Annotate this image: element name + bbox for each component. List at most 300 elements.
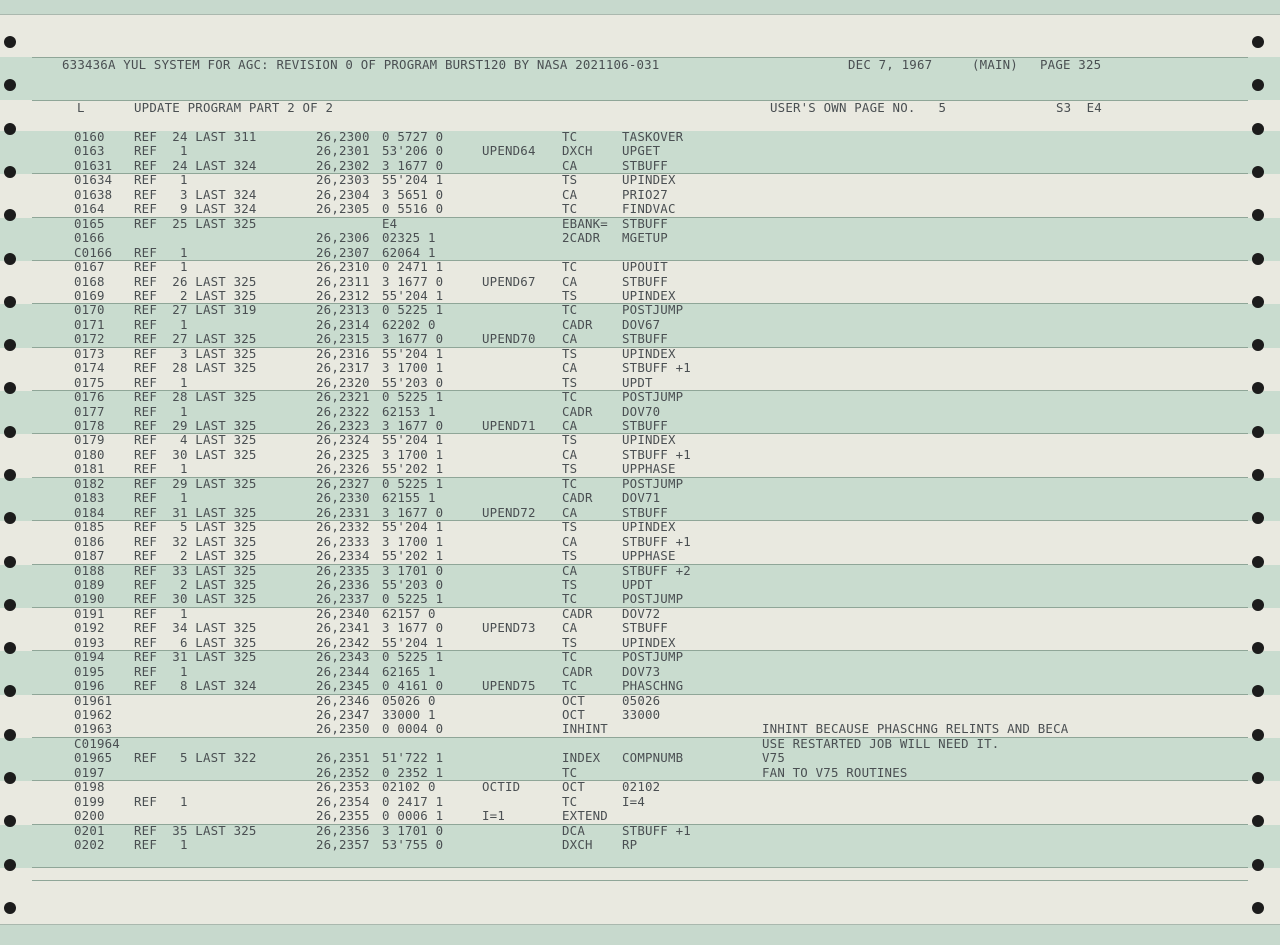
ref-field: REF 2 LAST 325 <box>134 576 257 592</box>
address: 26,2325 <box>316 446 370 462</box>
feed-hole <box>1252 296 1264 308</box>
feed-hole <box>4 512 16 524</box>
ref-field: REF 31 LAST 325 <box>134 649 257 665</box>
feed-hole <box>1252 685 1264 697</box>
line-number: 01965 <box>74 750 113 766</box>
line-number: 01961 <box>74 692 113 708</box>
ref-field: REF 8 LAST 324 <box>134 678 257 694</box>
operand: UPPHASE <box>622 461 676 477</box>
feed-hole <box>1252 642 1264 654</box>
stripe-rule <box>32 867 1248 868</box>
feed-hole <box>1252 253 1264 265</box>
address: 26,2321 <box>316 389 370 405</box>
ref-field: REF 30 LAST 325 <box>134 591 257 607</box>
address: 26,2350 <box>316 721 370 737</box>
line-number: 0200 <box>74 808 105 824</box>
line-number: 0169 <box>74 287 105 303</box>
ref-field: REF 32 LAST 325 <box>134 533 257 549</box>
feed-hole <box>4 253 16 265</box>
line-number: 0201 <box>74 822 105 838</box>
address: 26,2313 <box>316 302 370 318</box>
line-number: 0202 <box>74 837 105 853</box>
address: 26,2305 <box>316 201 370 217</box>
feed-hole <box>4 599 16 611</box>
operand: UPINDEX <box>622 634 676 650</box>
feed-hole <box>1252 79 1264 91</box>
listing-section: (MAIN) <box>972 57 1018 72</box>
line-number: 0164 <box>74 201 105 217</box>
feed-hole <box>1252 772 1264 784</box>
feed-hole <box>4 859 16 871</box>
ref-field: REF 5 LAST 325 <box>134 519 257 535</box>
opcode: CA <box>562 360 578 376</box>
address: 26,2336 <box>316 576 370 592</box>
ref-field: REF 31 LAST 325 <box>134 504 257 520</box>
address: 26,2323 <box>316 418 370 433</box>
octal-word: 55'204 1 <box>382 287 444 303</box>
address: 26,2340 <box>316 605 370 621</box>
feed-hole <box>1252 166 1264 178</box>
operand: STBUFF +2 <box>622 562 691 578</box>
ref-field: REF 1 <box>134 490 188 506</box>
operand: PHASCHNG <box>622 678 684 694</box>
opcode: TC <box>562 389 578 405</box>
octal-word: 55'203 0 <box>382 374 444 390</box>
operand: DOV70 <box>622 403 661 419</box>
address: 26,2352 <box>316 764 370 780</box>
operand: MGETUP <box>622 230 668 246</box>
address: 26,2354 <box>316 793 370 809</box>
feed-hole <box>4 296 16 308</box>
operand: STBUFF <box>622 331 668 347</box>
feed-hole <box>1252 599 1264 611</box>
operand: POSTJUMP <box>622 389 684 405</box>
page-code: S3 E4 <box>1056 100 1102 115</box>
operand: STBUFF +1 <box>622 446 691 462</box>
paper-top-edge <box>0 0 1280 15</box>
opcode: TS <box>562 548 578 564</box>
octal-word: 53'755 0 <box>382 837 444 853</box>
feed-hole <box>1252 556 1264 568</box>
address: 26,2355 <box>316 808 370 824</box>
opcode: TS <box>562 461 578 477</box>
line-number: 0163 <box>74 143 105 159</box>
opcode: OCT <box>562 707 585 722</box>
ref-field: REF 2 LAST 325 <box>134 548 257 564</box>
address: 26,2310 <box>316 259 370 275</box>
feed-hole <box>4 339 16 351</box>
address: 26,2345 <box>316 678 370 694</box>
ref-field: REF 1 <box>134 837 188 853</box>
line-number: 0185 <box>74 519 105 535</box>
opcode: DXCH <box>562 837 593 853</box>
octal-word: 55'203 0 <box>382 576 444 592</box>
opcode: TC <box>562 302 578 318</box>
address: 26,2346 <box>316 692 370 708</box>
feed-hole <box>4 772 16 784</box>
octal-word: 3 1701 0 <box>382 562 444 578</box>
octal-word: 62064 1 <box>382 244 436 260</box>
opcode: EBANK= <box>562 215 608 231</box>
octal-word: 62157 0 <box>382 605 436 621</box>
opcode: CA <box>562 331 578 347</box>
line-number: 01962 <box>74 707 113 722</box>
line-number: 0177 <box>74 403 105 419</box>
address: 26,2301 <box>316 143 370 159</box>
ref-field: REF 1 <box>134 316 188 332</box>
line-number: 0178 <box>74 418 105 433</box>
opcode: CA <box>562 446 578 462</box>
ref-field: REF 29 LAST 325 <box>134 418 257 433</box>
feed-hole <box>1252 815 1264 827</box>
operand: STBUFF <box>622 273 668 289</box>
address: 26,2312 <box>316 287 370 303</box>
opcode: TC <box>562 678 578 694</box>
operand: STBUFF <box>622 215 668 231</box>
feed-hole <box>4 209 16 221</box>
feed-hole <box>4 382 16 394</box>
ref-field: REF 9 LAST 324 <box>134 201 257 217</box>
line-number: 0175 <box>74 374 105 390</box>
octal-word: 62155 1 <box>382 490 436 506</box>
operand: I=4 <box>622 793 645 809</box>
address: 26,2303 <box>316 172 370 188</box>
octal-word: E4 <box>382 215 398 231</box>
octal-word: 0 2471 1 <box>382 259 444 275</box>
octal-word: 3 1677 0 <box>382 273 444 289</box>
operand: UPINDEX <box>622 519 676 535</box>
operand: 02102 <box>622 779 661 795</box>
octal-word: 3 1701 0 <box>382 822 444 838</box>
line-number: 0166 <box>74 230 105 246</box>
line-number: 0182 <box>74 475 105 491</box>
opcode: CA <box>562 533 578 549</box>
operand: PRIO27 <box>622 186 668 202</box>
address: 26,2320 <box>316 374 370 390</box>
feed-hole <box>1252 123 1264 135</box>
opcode: TC <box>562 764 578 780</box>
address: 26,2302 <box>316 157 370 173</box>
octal-word: 55'202 1 <box>382 461 444 477</box>
location-label: UPEND67 <box>482 273 536 289</box>
operand: UPINDEX <box>622 432 676 448</box>
line-number: 0183 <box>74 490 105 506</box>
address: 26,2331 <box>316 504 370 520</box>
ref-field: REF 26 LAST 325 <box>134 273 257 289</box>
opcode: CADR <box>562 663 593 679</box>
octal-word: 3 1700 1 <box>382 360 444 376</box>
feed-hole <box>1252 36 1264 48</box>
octal-word: 62202 0 <box>382 316 436 332</box>
feed-hole <box>4 166 16 178</box>
feed-hole <box>4 556 16 568</box>
opcode: CA <box>562 504 578 520</box>
address: 26,2357 <box>316 837 370 853</box>
line-number: 0160 <box>74 129 105 144</box>
line-number: 0189 <box>74 576 105 592</box>
operand: UPDT <box>622 576 653 592</box>
operand: UPINDEX <box>622 287 676 303</box>
octal-word: 0 5727 0 <box>382 129 444 144</box>
ref-field: REF 5 LAST 322 <box>134 750 257 766</box>
opcode: TS <box>562 576 578 592</box>
operand: STBUFF +1 <box>622 822 691 838</box>
opcode: INDEX <box>562 750 601 766</box>
ref-field: REF 24 LAST 324 <box>134 157 257 173</box>
line-number: 0190 <box>74 591 105 607</box>
feed-hole <box>1252 469 1264 481</box>
octal-word: 51'722 1 <box>382 750 444 766</box>
octal-word: 0 2417 1 <box>382 793 444 809</box>
operand: UPOUIT <box>622 259 668 275</box>
ref-field: REF 30 LAST 325 <box>134 446 257 462</box>
octal-word: 3 1700 1 <box>382 446 444 462</box>
opcode: OCT <box>562 779 585 795</box>
ref-field: REF 35 LAST 325 <box>134 822 257 838</box>
line-number: 0197 <box>74 764 105 780</box>
opcode: INHINT <box>562 721 608 737</box>
line-number: 0171 <box>74 316 105 332</box>
opcode: DCA <box>562 822 585 838</box>
ref-field: REF 3 LAST 325 <box>134 345 257 361</box>
address: 26,2341 <box>316 620 370 636</box>
octal-word: 0 5225 1 <box>382 475 444 491</box>
octal-word: 3 1700 1 <box>382 533 444 549</box>
line-number: C01964 <box>74 735 120 751</box>
operand: DOV67 <box>622 316 661 332</box>
location-label: UPEND72 <box>482 504 536 520</box>
octal-word: 0 5225 1 <box>382 591 444 607</box>
opcode: 2CADR <box>562 230 601 246</box>
listing-date: DEC 7, 1967 <box>848 57 933 72</box>
operand: UPPHASE <box>622 548 676 564</box>
octal-word: 3 1677 0 <box>382 504 444 520</box>
line-number: 0174 <box>74 360 105 376</box>
feed-hole <box>1252 339 1264 351</box>
log-marker: L <box>77 100 85 115</box>
ref-field: REF 6 LAST 325 <box>134 634 257 650</box>
octal-word: 3 1677 0 <box>382 157 444 173</box>
line-number: 0179 <box>74 432 105 448</box>
opcode: TC <box>562 793 578 809</box>
paper-bottom-edge <box>0 924 1280 945</box>
location-label: UPEND70 <box>482 331 536 347</box>
address: 26,2306 <box>316 230 370 246</box>
opcode: CA <box>562 157 578 173</box>
opcode: CADR <box>562 316 593 332</box>
line-number: 0165 <box>74 215 105 231</box>
operand: DOV71 <box>622 490 661 506</box>
ref-field: REF 2 LAST 325 <box>134 287 257 303</box>
line-number: 0187 <box>74 548 105 564</box>
octal-word: 33000 1 <box>382 707 436 722</box>
location-label: UPEND64 <box>482 143 536 159</box>
octal-word: 02325 1 <box>382 230 436 246</box>
address: 26,2351 <box>316 750 370 766</box>
line-number: 0170 <box>74 302 105 318</box>
opcode: TC <box>562 201 578 217</box>
ref-field: REF 1 <box>134 663 188 679</box>
ref-field: REF 3 LAST 324 <box>134 186 257 202</box>
users-own-page-number: USER'S OWN PAGE NO. 5 <box>770 100 947 115</box>
opcode: TS <box>562 287 578 303</box>
ref-field: REF 1 <box>134 244 188 260</box>
feed-hole <box>1252 729 1264 741</box>
ref-field: REF 1 <box>134 793 188 809</box>
operand: POSTJUMP <box>622 649 684 665</box>
octal-word: 0 5516 0 <box>382 201 444 217</box>
opcode: CADR <box>562 490 593 506</box>
operand: STBUFF <box>622 620 668 636</box>
line-number: 0168 <box>74 273 105 289</box>
octal-word: 53'206 0 <box>382 143 444 159</box>
address: 26,2311 <box>316 273 370 289</box>
opcode: TC <box>562 129 578 144</box>
opcode: TS <box>562 432 578 448</box>
address: 26,2332 <box>316 519 370 535</box>
opcode: EXTEND <box>562 808 608 824</box>
address: 26,2300 <box>316 129 370 144</box>
opcode: TC <box>562 591 578 607</box>
ref-field: REF 1 <box>134 605 188 621</box>
line-number: 01963 <box>74 721 113 737</box>
octal-word: 55'204 1 <box>382 172 444 188</box>
ref-field: REF 24 LAST 311 <box>134 129 257 144</box>
address: 26,2307 <box>316 244 370 260</box>
ref-field: REF 1 <box>134 259 188 275</box>
ref-field: REF 29 LAST 325 <box>134 475 257 491</box>
address: 26,2353 <box>316 779 370 795</box>
octal-word: 55'202 1 <box>382 548 444 564</box>
feed-hole <box>1252 426 1264 438</box>
line-number: 0195 <box>74 663 105 679</box>
operand: 05026 <box>622 692 661 708</box>
operand: STBUFF <box>622 418 668 433</box>
opcode: OCT <box>562 692 585 708</box>
opcode: CA <box>562 418 578 433</box>
line-number: 0196 <box>74 678 105 694</box>
address: 26,2342 <box>316 634 370 650</box>
feed-hole <box>4 426 16 438</box>
ref-field: REF 34 LAST 325 <box>134 620 257 636</box>
location-label: UPEND73 <box>482 620 536 636</box>
operand: FINDVAC <box>622 201 676 217</box>
feed-hole <box>4 729 16 741</box>
update-program-title: UPDATE PROGRAM PART 2 OF 2 <box>134 100 334 115</box>
opcode: TC <box>562 259 578 275</box>
opcode: CA <box>562 186 578 202</box>
location-label: OCTID <box>482 779 521 795</box>
ref-field: REF 1 <box>134 172 188 188</box>
operand: UPGET <box>622 143 661 159</box>
address: 26,2334 <box>316 548 370 564</box>
opcode: CA <box>562 562 578 578</box>
address: 26,2344 <box>316 663 370 679</box>
address: 26,2326 <box>316 461 370 477</box>
feed-hole <box>4 685 16 697</box>
address: 26,2322 <box>316 403 370 419</box>
ref-field: REF 27 LAST 319 <box>134 302 257 318</box>
listing-bottom-rule <box>32 880 1248 881</box>
line-number: 0186 <box>74 533 105 549</box>
address: 26,2337 <box>316 591 370 607</box>
octal-word: 02102 0 <box>382 779 436 795</box>
feed-hole <box>4 815 16 827</box>
operand: STBUFF +1 <box>622 533 691 549</box>
octal-word: 62153 1 <box>382 403 436 419</box>
line-number: 0188 <box>74 562 105 578</box>
feed-hole <box>4 469 16 481</box>
operand: DOV72 <box>622 605 661 621</box>
opcode: CADR <box>562 403 593 419</box>
operand: UPINDEX <box>622 172 676 188</box>
line-number: 0181 <box>74 461 105 477</box>
line-number: 0192 <box>74 620 105 636</box>
operand: POSTJUMP <box>622 302 684 318</box>
operand: POSTJUMP <box>622 591 684 607</box>
opcode: TS <box>562 172 578 188</box>
address: 26,2327 <box>316 475 370 491</box>
feed-hole <box>4 36 16 48</box>
line-number: 0180 <box>74 446 105 462</box>
address: 26,2356 <box>316 822 370 838</box>
octal-word: 3 1677 0 <box>382 418 444 433</box>
address: 26,2314 <box>316 316 370 332</box>
operand: RP <box>622 837 638 853</box>
line-number: 0198 <box>74 779 105 795</box>
ref-field: REF 28 LAST 325 <box>134 389 257 405</box>
comment-text: INHINT BECAUSE PHASCHNG RELINTS AND BECA <box>762 721 1069 737</box>
line-number: 01631 <box>74 157 113 173</box>
opcode: CA <box>562 620 578 636</box>
opcode: CADR <box>562 605 593 621</box>
feed-hole <box>4 902 16 914</box>
octal-word: 3 5651 0 <box>382 186 444 202</box>
operand: TASKOVER <box>622 129 684 144</box>
operand: STBUFF +1 <box>622 360 691 376</box>
opcode: TS <box>562 374 578 390</box>
operand: UPDT <box>622 374 653 390</box>
address: 26,2304 <box>316 186 370 202</box>
ref-field: REF 25 LAST 325 <box>134 215 257 231</box>
line-number: 0167 <box>74 259 105 275</box>
line-number: 0173 <box>74 345 105 361</box>
feed-hole <box>1252 512 1264 524</box>
line-number: 0191 <box>74 605 105 621</box>
operand: 33000 <box>622 707 661 722</box>
feed-hole <box>4 79 16 91</box>
line-number: 01634 <box>74 172 113 188</box>
comment-text: USE RESTARTED JOB WILL NEED IT. <box>762 735 1000 751</box>
octal-word: 55'204 1 <box>382 519 444 535</box>
line-number: 0184 <box>74 504 105 520</box>
feed-hole <box>4 123 16 135</box>
ref-field: REF 1 <box>134 461 188 477</box>
operand: DOV73 <box>622 663 661 679</box>
octal-word: 0 5225 1 <box>382 649 444 665</box>
opcode: CA <box>562 273 578 289</box>
octal-word: 05026 0 <box>382 692 436 708</box>
address: 26,2315 <box>316 331 370 347</box>
line-number: 0194 <box>74 649 105 665</box>
address: 26,2333 <box>316 533 370 549</box>
octal-word: 55'204 1 <box>382 634 444 650</box>
operand: STBUFF <box>622 157 668 173</box>
comment-text: FAN TO V75 ROUTINES <box>762 764 908 780</box>
ref-field: REF 1 <box>134 403 188 419</box>
octal-word: 0 0004 0 <box>382 721 444 737</box>
listing-page-number: PAGE 325 <box>1040 57 1102 72</box>
